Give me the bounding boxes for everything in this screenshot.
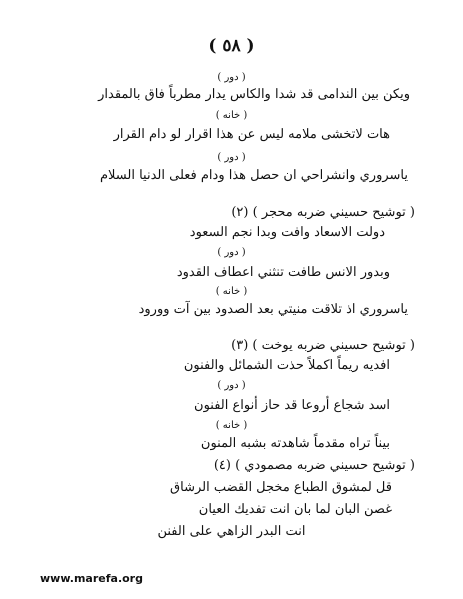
verse-line: هات لاتخشى ملامه ليس عن هذا اقرار لو دام القرار [113, 127, 390, 142]
verse-line: انت البدر الزاهي على الفنن [157, 524, 306, 539]
section-label: ( دور ) [217, 247, 246, 258]
verse-line: غصن البان لما بان انت تفديك العيان [198, 502, 392, 517]
section-label: ( دور ) [217, 72, 246, 83]
section-label: ( خانه ) [215, 110, 248, 121]
verse-line: ويكن بين الندامى قد شدا والكاس يدار مطرباً فاق بالمقدار [98, 87, 410, 102]
muwashshah-heading: ( توشيح حسيني ضربه يوخت ) (٣) [231, 338, 415, 353]
verse-line: قل لمشوق الطباع مخجل القضب الرشاق [170, 480, 392, 495]
source-watermark: www.marefa.org [40, 572, 143, 585]
verse-line: وبدور الانس طافت تنثني اعطاف القدود [176, 265, 390, 280]
verse-line: دولت الاسعاد وافت وبدا نجم السعود [189, 225, 385, 240]
verse-line: افديه ريماً اكملاً حذت الشمائل والفنون [183, 358, 390, 373]
section-label: ( خانه ) [215, 286, 248, 297]
verse-line: بيناً تراه مقدماً شاهدته بشبه المنون [200, 436, 390, 451]
page-number: ( ٥٨ ) [208, 36, 255, 56]
section-label: ( دور ) [217, 152, 246, 163]
muwashshah-heading: ( توشيح حسيني ضربه محجر ) (٢) [231, 205, 415, 220]
section-label: ( خانه ) [215, 420, 248, 431]
verse-line: ياسروري وانشراحي ان حصل هذا ودام فعلى الدنيا السلام [99, 168, 408, 183]
section-label: ( دور ) [217, 380, 246, 391]
verse-line: ياسروري اذ تلاقت منيتي بعد الصدود بين آت وورود [138, 302, 408, 317]
muwashshah-heading: ( توشيح حسيني ضربه مصمودي ) (٤) [213, 458, 415, 473]
verse-line: اسد شجاع أروعا قد حاز أنواع الفنون [194, 398, 390, 413]
